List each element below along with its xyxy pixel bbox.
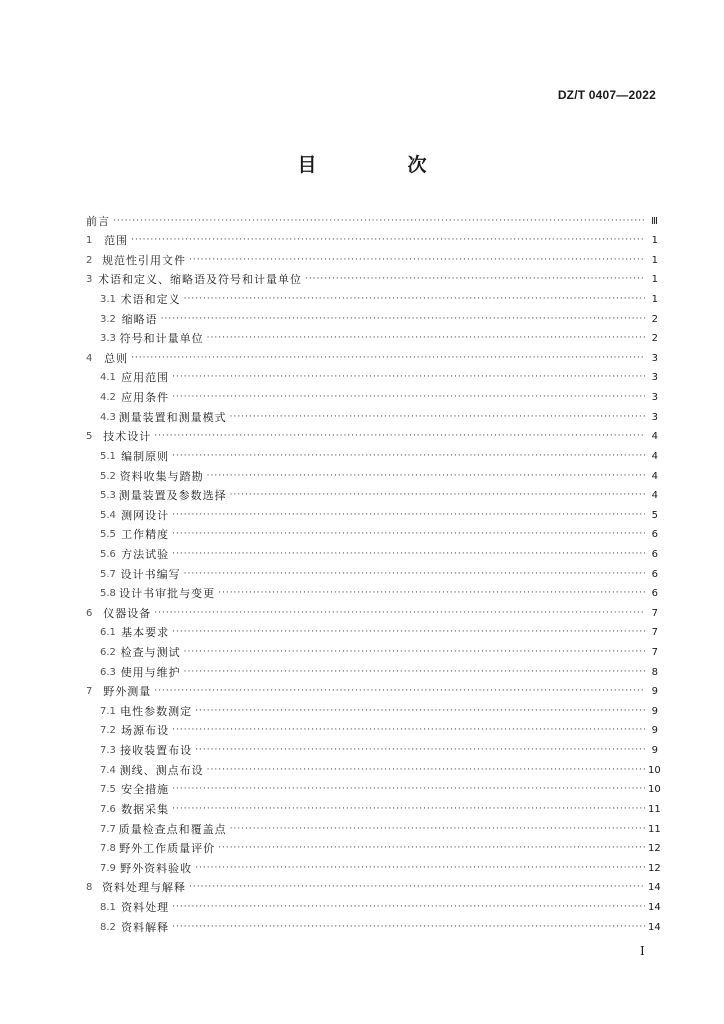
toc-entry-number: 6 xyxy=(86,607,93,619)
toc-entry-label: 野外测量 xyxy=(103,685,152,699)
toc-entry-label: 范围 xyxy=(104,234,129,248)
toc-entry-number: 7.2 xyxy=(100,725,116,737)
toc-entry[interactable] xyxy=(86,757,661,777)
toc-entry-label: 设计书审批与变更 xyxy=(119,587,216,601)
toc-entry-page: 12 xyxy=(648,862,661,874)
toc-entry-page: 1 xyxy=(651,274,658,286)
toc-entry-number: 7.4 xyxy=(100,764,116,776)
toc-entry[interactable] xyxy=(86,384,658,404)
toc-entry-label: 符号和计量单位 xyxy=(119,332,204,346)
toc-entry[interactable] xyxy=(86,796,661,816)
toc-entry[interactable] xyxy=(86,679,658,699)
toc-entry[interactable] xyxy=(86,581,658,601)
toc-entry[interactable] xyxy=(86,502,658,522)
toc-entry-label: 前言 xyxy=(86,214,110,228)
toc-entry[interactable] xyxy=(86,404,658,424)
toc-entry-page: 3 xyxy=(651,352,658,364)
toc-entry-number: 5.5 xyxy=(100,529,116,541)
toc-leader-dots xyxy=(184,646,645,659)
toc-leader-dots xyxy=(207,332,645,345)
toc-entry-page: 1 xyxy=(651,294,658,306)
toc-leader-dots xyxy=(218,587,645,600)
toc-entry-number: 6.1 xyxy=(100,627,116,639)
toc-entry-label: 野外资料验收 xyxy=(120,861,193,875)
toc-entry[interactable] xyxy=(86,777,661,797)
toc-entry-label: 仪器设备 xyxy=(103,606,152,620)
toc-leader-dots xyxy=(131,352,645,365)
toc-leader-dots xyxy=(195,705,645,718)
toc-leader-dots xyxy=(230,823,645,836)
toc-entry-number: 3.2 xyxy=(100,313,116,325)
toc-entry[interactable] xyxy=(86,541,658,561)
toc-entry-number: 5.1 xyxy=(100,450,116,462)
toc-entry[interactable] xyxy=(86,816,661,836)
toc-entry[interactable] xyxy=(86,718,658,738)
toc-leader-dots xyxy=(305,273,645,286)
toc-entry-page: Ⅲ xyxy=(651,215,658,227)
toc-entry-page: 4 xyxy=(651,470,658,482)
toc-entry-number: 7.7 xyxy=(100,823,116,835)
toc-leader-dots xyxy=(172,803,645,816)
toc-leader-dots xyxy=(172,626,645,639)
toc-entry-label: 设计书编写 xyxy=(120,567,181,581)
toc-entry-label: 测网设计 xyxy=(121,508,170,522)
toc-entry-page: 3 xyxy=(651,411,658,423)
toc-entry[interactable] xyxy=(86,600,658,620)
toc-leader-dots xyxy=(154,685,645,698)
toc-leader-dots xyxy=(195,744,645,757)
toc-entry-page: 10 xyxy=(648,784,661,796)
toc-entry-page: 14 xyxy=(648,901,661,913)
toc-entry-label: 缩略语 xyxy=(121,312,158,326)
toc-entry[interactable] xyxy=(86,561,658,581)
toc-entry-page: 6 xyxy=(651,568,658,580)
toc-entry-number: 4.1 xyxy=(100,372,116,384)
toc-entry[interactable] xyxy=(86,483,658,503)
toc-entry-label: 术语和定义 xyxy=(120,293,181,307)
toc-entry-label: 电性参数测定 xyxy=(120,704,193,718)
toc-entry-number: 2 xyxy=(86,254,93,266)
toc-entry[interactable] xyxy=(86,639,658,659)
toc-entry-page: 14 xyxy=(648,921,661,933)
toc-entry[interactable] xyxy=(86,522,658,542)
toc-entry[interactable] xyxy=(86,620,658,640)
toc-entry-number: 3.3 xyxy=(100,333,116,345)
toc-entry-page: 1 xyxy=(651,254,658,266)
toc-entry-label: 方法试验 xyxy=(121,547,170,561)
toc-entry-number: 8.1 xyxy=(100,901,116,913)
toc-entry[interactable] xyxy=(86,424,658,444)
toc-entry-page: 10 xyxy=(648,764,661,776)
toc-entry-number: 5.7 xyxy=(100,568,116,580)
toc-entry[interactable] xyxy=(86,326,658,346)
toc-entry-label: 使用与维护 xyxy=(120,665,181,679)
toc-entry-page: 7 xyxy=(651,627,658,639)
toc-entry-label: 应用范围 xyxy=(121,371,170,385)
toc-entry[interactable] xyxy=(86,463,658,483)
footer-page-number: I xyxy=(640,944,645,958)
toc-entry-number: 4 xyxy=(86,352,93,364)
toc-entry-number: 7.1 xyxy=(100,705,116,717)
toc-entry-number: 4.2 xyxy=(100,392,116,404)
toc-entry-number: 3.1 xyxy=(100,294,116,306)
toc-entry-page: 1 xyxy=(651,235,658,247)
toc-entry-label: 术语和定义、缩略语及符号和计量单位 xyxy=(97,273,302,287)
toc-entry-page: 12 xyxy=(648,843,661,855)
toc-entry[interactable] xyxy=(86,914,661,934)
toc-entry-page: 9 xyxy=(651,686,658,698)
toc-leader-dots xyxy=(189,254,645,267)
toc-entry-page: 7 xyxy=(651,607,658,619)
toc-leader-dots xyxy=(172,783,645,796)
toc-entry-page: 4 xyxy=(651,490,658,502)
toc-entry-page: 2 xyxy=(651,333,658,345)
toc-leader-dots xyxy=(195,862,645,875)
toc-entry-page: 14 xyxy=(648,882,661,894)
toc-entry[interactable] xyxy=(86,855,661,875)
toc-entry-label: 检查与测试 xyxy=(120,646,181,660)
toc-entry-number: 6.3 xyxy=(100,666,116,678)
toc-entry-label: 场源布设 xyxy=(121,724,170,738)
toc-entry[interactable] xyxy=(86,208,658,228)
toc-entry-label: 野外工作质量评价 xyxy=(119,842,216,856)
toc-entry-page: 3 xyxy=(651,392,658,404)
toc-entry-number: 5.3 xyxy=(100,490,116,502)
toc-leader-dots xyxy=(172,724,645,737)
toc-entry-page: 7 xyxy=(651,647,658,659)
toc-entry-label: 测量装置和测量模式 xyxy=(118,410,227,424)
toc-entry[interactable] xyxy=(86,365,658,385)
toc-leader-dots xyxy=(230,411,645,424)
toc-leader-dots xyxy=(131,234,645,247)
toc-entry-page: 9 xyxy=(651,725,658,737)
toc-entry-page: 6 xyxy=(651,548,658,560)
standard-code: DZ/T 0407—2022 xyxy=(557,88,656,102)
toc-entry-number: 6.2 xyxy=(100,647,116,659)
toc-leader-dots xyxy=(207,470,645,483)
toc-entry-page: 11 xyxy=(648,803,661,815)
toc-entry[interactable] xyxy=(86,737,658,757)
toc-entry-label: 资料处理 xyxy=(121,900,170,914)
toc-entry[interactable] xyxy=(86,247,658,267)
toc-entry-page: 2 xyxy=(651,313,658,325)
toc-leader-dots xyxy=(172,391,645,404)
toc-entry[interactable] xyxy=(86,698,658,718)
toc-entry-label: 总则 xyxy=(104,351,129,365)
toc-entry-page: 4 xyxy=(651,450,658,462)
toc-leader-dots xyxy=(161,313,645,326)
toc-leader-dots xyxy=(230,489,645,502)
toc-entry-page: 9 xyxy=(651,745,658,757)
toc-entry[interactable] xyxy=(86,345,658,365)
toc-entry-page: 9 xyxy=(651,705,658,717)
toc-leader-dots xyxy=(184,568,645,581)
toc-list xyxy=(86,208,661,934)
toc-entry-label: 质量检查点和覆盖点 xyxy=(118,822,227,836)
toc-entry-page: 4 xyxy=(651,431,658,443)
toc-entry-label: 数据采集 xyxy=(121,802,170,816)
toc-entry-number: 5.8 xyxy=(100,588,116,600)
toc-entry-page: 8 xyxy=(651,666,658,678)
toc-leader-dots xyxy=(172,901,645,914)
toc-leader-dots xyxy=(113,215,645,228)
toc-leader-dots xyxy=(172,509,645,522)
toc-entry-page: 6 xyxy=(651,529,658,541)
toc-leader-dots xyxy=(154,430,645,443)
toc-entry[interactable] xyxy=(86,836,661,856)
toc-entry-label: 资料解释 xyxy=(121,920,170,934)
toc-leader-dots xyxy=(184,293,645,306)
toc-entry[interactable] xyxy=(86,267,658,287)
toc-leader-dots xyxy=(172,528,645,541)
toc-entry[interactable] xyxy=(86,443,658,463)
toc-entry-number: 1 xyxy=(86,235,93,247)
toc-entry[interactable] xyxy=(86,306,658,326)
toc-entry-page: 5 xyxy=(651,509,658,521)
toc-leader-dots xyxy=(218,842,645,855)
toc-entry-number: 5.2 xyxy=(100,470,116,482)
toc-entry[interactable] xyxy=(86,894,661,914)
toc-entry-number: 5.6 xyxy=(100,548,116,560)
toc-entry-number: 8.2 xyxy=(100,921,116,933)
toc-entry-number: 7 xyxy=(86,686,93,698)
toc-entry-label: 资料收集与踏勘 xyxy=(119,469,204,483)
toc-entry-number: 5 xyxy=(86,431,93,443)
toc-leader-dots xyxy=(172,548,645,561)
toc-entry-page: 3 xyxy=(651,372,658,384)
toc-entry[interactable] xyxy=(86,875,661,895)
toc-entry-label: 测线、测点布设 xyxy=(119,763,204,777)
toc-entry-label: 应用条件 xyxy=(121,391,170,405)
toc-entry-number: 5.4 xyxy=(100,509,116,521)
toc-entry-number: 4.3 xyxy=(100,411,116,423)
toc-leader-dots xyxy=(154,607,645,620)
page-title: 目 次 xyxy=(297,154,463,176)
toc-entry-label: 基本要求 xyxy=(121,626,170,640)
toc-entry-number: 7.5 xyxy=(100,784,116,796)
toc-entry-number: 7.9 xyxy=(100,862,116,874)
toc-entry-label: 接收装置布设 xyxy=(120,744,193,758)
toc-entry-page: 11 xyxy=(648,823,661,835)
toc-entry-number: 8 xyxy=(86,882,93,894)
toc-leader-dots xyxy=(189,881,645,894)
toc-entry-number: 7.3 xyxy=(100,745,116,757)
toc-entry-label: 编制原则 xyxy=(121,449,170,463)
toc-leader-dots xyxy=(172,450,645,463)
toc-entry-label: 测量装置及参数选择 xyxy=(118,489,227,503)
toc-entry-number: 3 xyxy=(86,274,93,286)
toc-entry[interactable] xyxy=(86,286,658,306)
toc-entry-page: 6 xyxy=(651,588,658,600)
toc-leader-dots xyxy=(172,371,645,384)
toc-entry-label: 工作精度 xyxy=(121,528,170,542)
toc-entry[interactable] xyxy=(86,228,658,248)
toc-entry[interactable] xyxy=(86,659,658,679)
toc-entry-number: 7.8 xyxy=(100,843,116,855)
toc-entry-number: 7.6 xyxy=(100,803,116,815)
toc-entry-label: 资料处理与解释 xyxy=(102,881,187,895)
toc-leader-dots xyxy=(184,666,645,679)
toc-leader-dots xyxy=(172,921,645,934)
toc-entry-label: 技术设计 xyxy=(103,430,152,444)
toc-leader-dots xyxy=(207,764,645,777)
toc-entry-label: 规范性引用文件 xyxy=(102,253,187,267)
toc-entry-label: 安全措施 xyxy=(121,783,170,797)
